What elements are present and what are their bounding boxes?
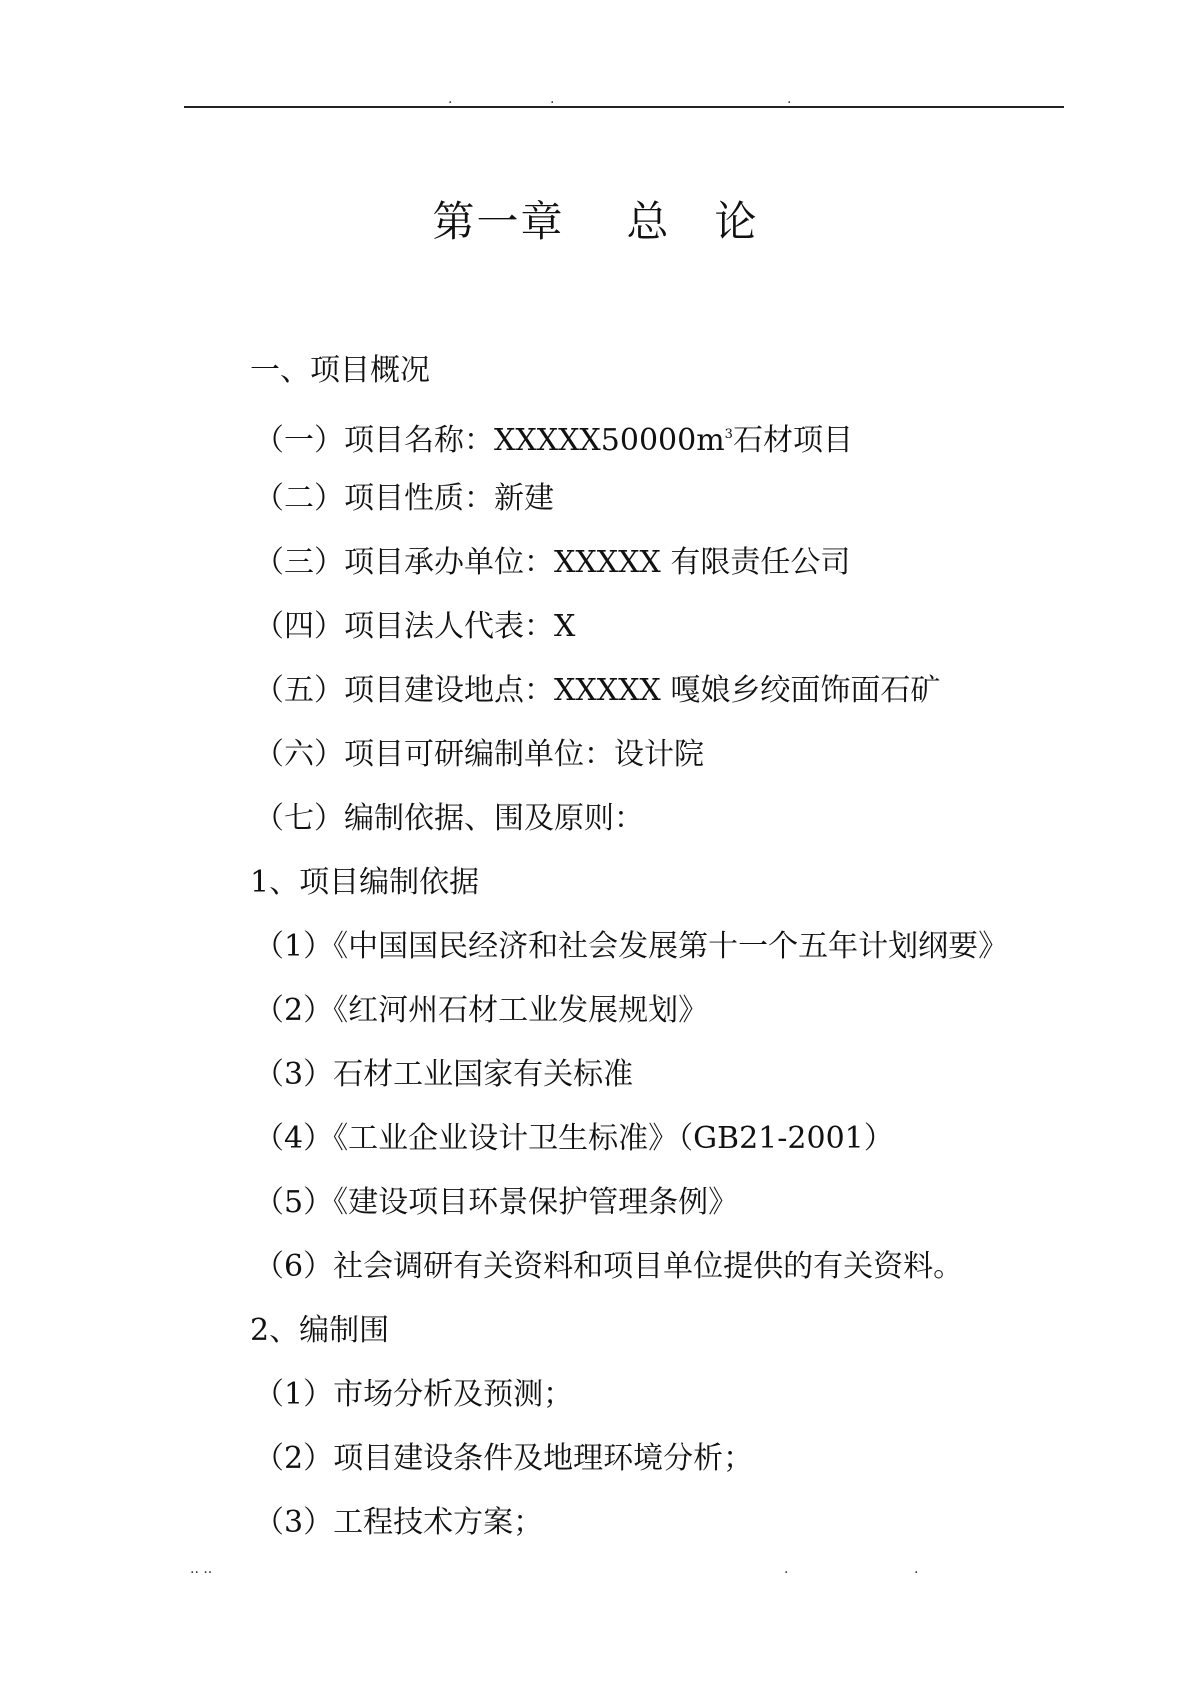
list-item: （二）项目性质：新建 [254, 481, 554, 516]
footer-dot: . [784, 1561, 789, 1577]
chapter-title-a: 总 [626, 197, 671, 246]
footer-dots-left: .. .. [190, 1561, 213, 1577]
header-dot: . [787, 91, 792, 107]
chapter-title [0, 192, 1191, 252]
superscript-3: 3 [724, 427, 733, 442]
footer-dot: . [914, 1561, 919, 1577]
list-item: （2）《红河州石材工业发展规划》 [254, 993, 709, 1028]
list-item: （七）编制依据、围及原则： [254, 801, 644, 836]
header-dot: . [448, 91, 453, 107]
list-item: （五）项目建设地点：XXXXX 嘎娘乡绞面饰面石矿 [254, 673, 941, 708]
list-item: （六）项目可研编制单位：设计院 [254, 737, 704, 772]
subsection-heading: 2、编制围 [250, 1313, 390, 1348]
header-dot: . [550, 91, 555, 107]
list-item: （3）工程技术方案； [254, 1505, 544, 1540]
list-item: （4）《工业企业设计卫生标准》（GB21-2001） [254, 1121, 894, 1156]
header-rule [184, 106, 1064, 108]
section-heading: 一、项目概况 [250, 353, 430, 388]
list-item: （6）社会调研有关资料和项目单位提供的有关资料。 [254, 1249, 964, 1284]
chapter-number: 第一章 [432, 197, 565, 246]
subsection-heading: 1、项目编制依据 [250, 865, 480, 900]
list-item: （1）《中国国民经济和社会发展第十一个五年计划纲要》 [254, 929, 1009, 964]
list-item: （1）市场分析及预测； [254, 1377, 574, 1412]
project-name-suffix: 石材项目 [732, 423, 853, 458]
list-item: （2）项目建设条件及地理环境分析； [254, 1441, 754, 1476]
list-item: （5）《建设项目环景保护管理条例》 [254, 1185, 739, 1220]
list-item: （三）项目承办单位：XXXXX 有限责任公司 [254, 545, 851, 580]
chapter-title-b: 论 [714, 197, 759, 246]
list-item: （四）项目法人代表：X [254, 609, 576, 644]
project-name-line [254, 414, 853, 462]
list-item: （3）石材工业国家有关标准 [254, 1057, 634, 1092]
project-name-prefix: （一）项目名称：XXXXX50000m [254, 423, 725, 458]
